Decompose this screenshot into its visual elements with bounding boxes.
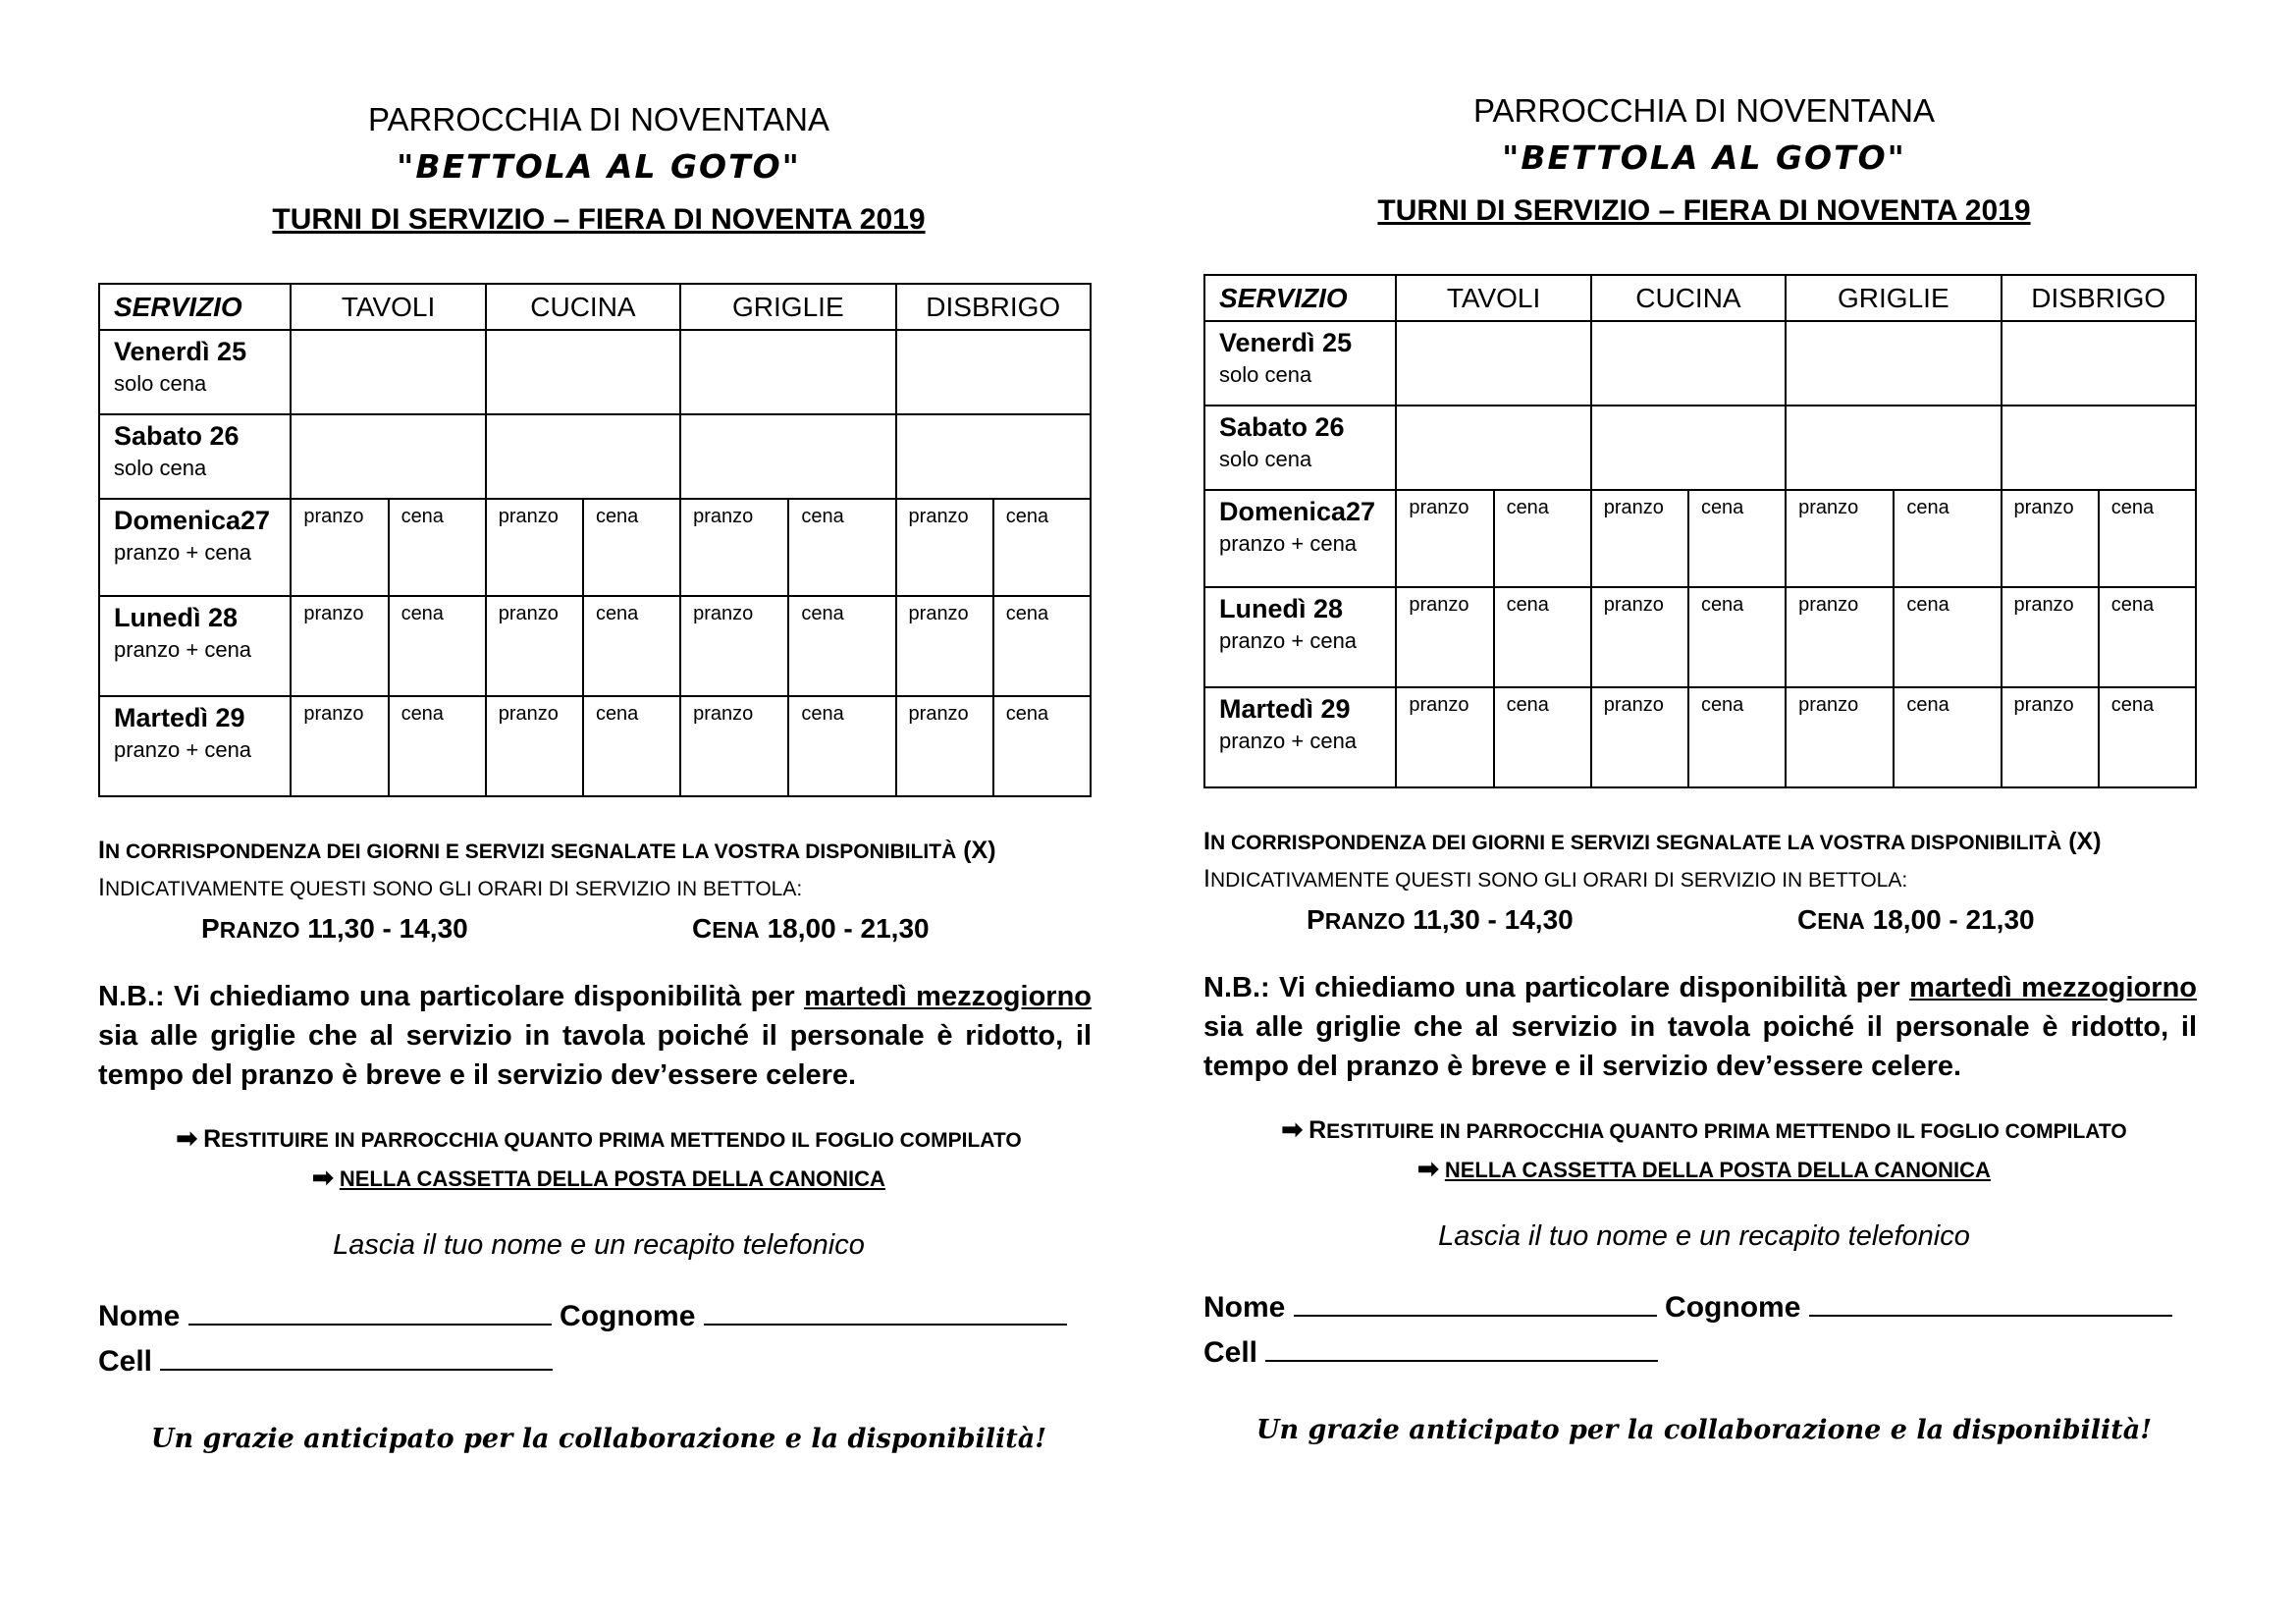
day-note: pranzo + cena (1219, 531, 1358, 556)
cognome-field[interactable] (704, 1296, 1067, 1326)
day-name: Lunedì 28 (114, 603, 239, 632)
right-arrow-icon: ➡ (312, 1163, 334, 1192)
cell-tavoli[interactable] (1396, 406, 1590, 490)
cell-cena[interactable]: cena (1494, 587, 1591, 687)
name-row (1203, 1285, 2205, 1330)
hours-line (98, 911, 1099, 947)
cell-cena[interactable]: cena (1494, 490, 1591, 587)
instruction-line: IN CORRISPONDENZA DEI GIORNI E SERVIZI SEGNALATE LA VOSTRA DISPONIBILITÀ (X) (1203, 828, 2102, 855)
cell-cena[interactable]: cena (389, 499, 486, 596)
cell-cena[interactable]: cena (1688, 687, 1786, 787)
day-note: solo cena (1219, 447, 1312, 471)
cell-pranzo[interactable]: pranzo (1786, 687, 1894, 787)
nome-label: Nome (98, 1300, 181, 1332)
cell-griglie[interactable] (1786, 321, 2001, 406)
cell-cena[interactable]: cena (583, 596, 680, 696)
right-arrow-icon: ➡ (1417, 1154, 1439, 1183)
nome-field[interactable] (188, 1296, 552, 1326)
nb-note: N.B.: Vi chiediamo una particolare disponibilità per martedì mezzogiorno sia alle griglie che al servizio in tavola poiché il personale è ridotto, il tempo del pranzo è breve e il servizio dev’essere celere. (1203, 972, 2197, 1082)
day-name: Venerdì 25 (1219, 328, 1353, 357)
cell-label: Cell (1203, 1336, 1258, 1369)
cell-griglie[interactable] (680, 414, 895, 499)
cell-cena[interactable]: cena (993, 499, 1091, 596)
cell-pranzo[interactable]: pranzo (680, 596, 788, 696)
cell-pranzo[interactable]: pranzo (1591, 490, 1688, 587)
cell-disbrigo[interactable] (2002, 406, 2196, 490)
cell-pranzo[interactable]: pranzo (896, 596, 993, 696)
cell-pranzo[interactable]: pranzo (291, 596, 388, 696)
day-note: solo cena (1219, 362, 1312, 387)
cell-disbrigo[interactable] (2002, 321, 2196, 406)
cell-cena[interactable]: cena (2099, 587, 2196, 687)
return-location: ➡ NELLA CASSETTA DELLA POSTA DELLA CANONICA (312, 1163, 885, 1192)
cell-pranzo[interactable]: pranzo (486, 596, 583, 696)
cell-cucina[interactable] (1591, 406, 1786, 490)
cell-tavoli[interactable] (1396, 321, 1590, 406)
return-location: ➡ NELLA CASSETTA DELLA POSTA DELLA CANONICA (1417, 1154, 1991, 1183)
lunch-hours: PRANZO 11,30 - 14,30 (1307, 904, 1574, 935)
cell-pranzo[interactable]: pranzo (1396, 587, 1493, 687)
cognome-field[interactable] (1809, 1287, 2172, 1317)
cognome-label: Cognome (560, 1300, 696, 1332)
header-cucina: CUCINA (1591, 275, 1786, 321)
header-griglie: GRIGLIE (1786, 275, 2001, 321)
cell-pranzo[interactable]: pranzo (1591, 587, 1688, 687)
cell-cena[interactable]: cena (583, 696, 680, 796)
right-arrow-icon: ➡ (1281, 1114, 1304, 1144)
hours-intro-line: INDICATIVAMENTE QUESTI SONO GLI ORARI DI SERVIZIO IN BETTOLA: (98, 874, 803, 901)
cell-tavoli[interactable] (291, 414, 485, 499)
form-sheet-right (1203, 87, 2205, 1445)
header-disbrigo: DISBRIGO (896, 284, 1091, 330)
hours-line (1203, 902, 2205, 939)
cell-cena[interactable]: cena (788, 596, 895, 696)
day-name: Sabato 26 (1219, 412, 1345, 442)
header-tavoli: TAVOLI (1396, 275, 1590, 321)
cell-cena[interactable]: cena (2099, 687, 2196, 787)
hours-intro-line: INDICATIVAMENTE QUESTI SONO GLI ORARI DI SERVIZIO IN BETTOLA: (1203, 865, 1908, 893)
bettola-title: "BETTOLA AL GOTO" (1502, 138, 1906, 177)
form-title: TURNI DI SERVIZIO – FIERA DI NOVENTA 2019 (272, 203, 926, 236)
cell-cucina[interactable] (486, 330, 680, 414)
info-block (1203, 824, 2205, 939)
cell-pranzo[interactable]: pranzo (680, 499, 788, 596)
cell-pranzo[interactable]: pranzo (1591, 687, 1688, 787)
lunch-hours: PRANZO 11,30 - 14,30 (201, 913, 468, 944)
cell-pranzo[interactable]: pranzo (291, 499, 388, 596)
cell-pranzo[interactable]: pranzo (291, 696, 388, 796)
cell-cena[interactable]: cena (1688, 587, 1786, 687)
nome-field[interactable] (1294, 1287, 1657, 1317)
instruction-line: IN CORRISPONDENZA DEI GIORNI E SERVIZI SEGNALATE LA VOSTRA DISPONIBILITÀ (X) (98, 837, 996, 864)
day-note: pranzo + cena (114, 737, 252, 762)
cell-cena[interactable]: cena (993, 596, 1091, 696)
thanks-message: Un grazie anticipato per la collaborazione e la disponibilità! (1255, 1415, 2153, 1445)
form-title: TURNI DI SERVIZIO – FIERA DI NOVENTA 2019 (1377, 194, 2031, 227)
cell-disbrigo[interactable] (896, 330, 1091, 414)
cell-cucina[interactable] (1591, 321, 1786, 406)
thanks-message: Un grazie anticipato per la collaborazione e la disponibilità! (150, 1424, 1047, 1454)
header-servizio: SERVIZIO (1204, 275, 1396, 321)
cell-tavoli[interactable] (291, 330, 485, 414)
day-name: Venerdì 25 (114, 337, 247, 366)
cell-cena[interactable]: cena (1688, 490, 1786, 587)
cell-cucina[interactable] (486, 414, 680, 499)
cell-griglie[interactable] (680, 330, 895, 414)
cell-pranzo[interactable]: pranzo (1786, 490, 1894, 587)
cell-pranzo[interactable]: pranzo (486, 696, 583, 796)
cell-label: Cell (98, 1345, 153, 1378)
contact-prompt: Lascia il tuo nome e un recapito telefonico (333, 1229, 865, 1261)
day-name: Sabato 26 (114, 421, 240, 451)
cell-pranzo[interactable]: pranzo (1396, 490, 1493, 587)
info-block (98, 833, 1099, 947)
dinner-hours: CENA 18,00 - 21,30 (692, 913, 930, 944)
cell-cena[interactable]: cena (1894, 687, 2001, 787)
cell-cena[interactable]: cena (788, 696, 895, 796)
header-servizio: SERVIZIO (99, 284, 291, 330)
cell-pranzo[interactable]: pranzo (1396, 687, 1493, 787)
day-name: Domenica27 (1219, 497, 1376, 526)
day-note: pranzo + cena (1219, 628, 1358, 653)
cell-cena[interactable]: cena (389, 696, 486, 796)
day-note: pranzo + cena (114, 637, 252, 662)
cell-pranzo[interactable]: pranzo (2002, 587, 2099, 687)
cell-cena[interactable]: cena (1894, 490, 2001, 587)
cognome-label: Cognome (1665, 1291, 1801, 1324)
day-name: Domenica27 (114, 506, 271, 535)
cell-pranzo[interactable]: pranzo (486, 499, 583, 596)
nb-note: N.B.: Vi chiediamo una particolare disponibilità per martedì mezzogiorno sia alle griglie che al servizio in tavola poiché il personale è ridotto, il tempo del pranzo è breve e il servizio dev’essere celere. (98, 981, 1092, 1091)
dinner-hours: CENA 18,00 - 21,30 (1797, 904, 2035, 935)
header-cucina: CUCINA (486, 284, 680, 330)
form-sheet-left (98, 96, 1099, 1454)
cell-griglie[interactable] (1786, 406, 2001, 490)
header-disbrigo: DISBRIGO (2002, 275, 2196, 321)
cell-row (1203, 1330, 2205, 1376)
cell-cena[interactable]: cena (583, 499, 680, 596)
cell-cena[interactable]: cena (1894, 587, 2001, 687)
day-name: Martedì 29 (1219, 694, 1351, 724)
cell-pranzo[interactable]: pranzo (896, 696, 993, 796)
day-note: pranzo + cena (1219, 729, 1358, 753)
cell-field[interactable] (160, 1341, 553, 1371)
cell-cena[interactable]: cena (2099, 490, 2196, 587)
return-instruction: ➡ RESTITUIRE IN PARROCCHIA QUANTO PRIMA METTENDO IL FOGLIO COMPILATO (1203, 1111, 2205, 1150)
cell-pranzo[interactable]: pranzo (2002, 687, 2099, 787)
header-tavoli: TAVOLI (291, 284, 485, 330)
name-row (98, 1294, 1099, 1339)
cell-field[interactable] (1265, 1332, 1658, 1362)
right-arrow-icon: ➡ (176, 1123, 198, 1153)
day-note: solo cena (114, 456, 207, 480)
return-instruction: ➡ RESTITUIRE IN PARROCCHIA QUANTO PRIMA METTENDO IL FOGLIO COMPILATO (98, 1120, 1099, 1159)
cell-cena[interactable]: cena (788, 499, 895, 596)
contact-prompt: Lascia il tuo nome e un recapito telefonico (1438, 1220, 1970, 1252)
cell-cena[interactable]: cena (389, 596, 486, 696)
schedule-table (1203, 274, 2197, 788)
cell-cena[interactable]: cena (993, 696, 1091, 796)
cell-pranzo[interactable]: pranzo (2002, 490, 2099, 587)
header-griglie: GRIGLIE (680, 284, 895, 330)
parish-title: PARROCCHIA DI NOVENTANA (1472, 92, 1935, 129)
bettola-title: "BETTOLA AL GOTO" (397, 147, 801, 186)
cell-pranzo[interactable]: pranzo (896, 499, 993, 596)
schedule-table (98, 283, 1092, 797)
nome-label: Nome (1203, 1291, 1286, 1324)
cell-disbrigo[interactable] (896, 414, 1091, 499)
day-note: pranzo + cena (114, 540, 252, 565)
day-note: solo cena (114, 371, 207, 396)
day-name: Lunedì 28 (1219, 594, 1344, 623)
parish-title: PARROCCHIA DI NOVENTANA (367, 101, 829, 137)
cell-pranzo[interactable]: pranzo (680, 696, 788, 796)
day-name: Martedì 29 (114, 703, 245, 732)
cell-row (98, 1339, 1099, 1384)
cell-pranzo[interactable]: pranzo (1786, 587, 1894, 687)
cell-cena[interactable]: cena (1494, 687, 1591, 787)
